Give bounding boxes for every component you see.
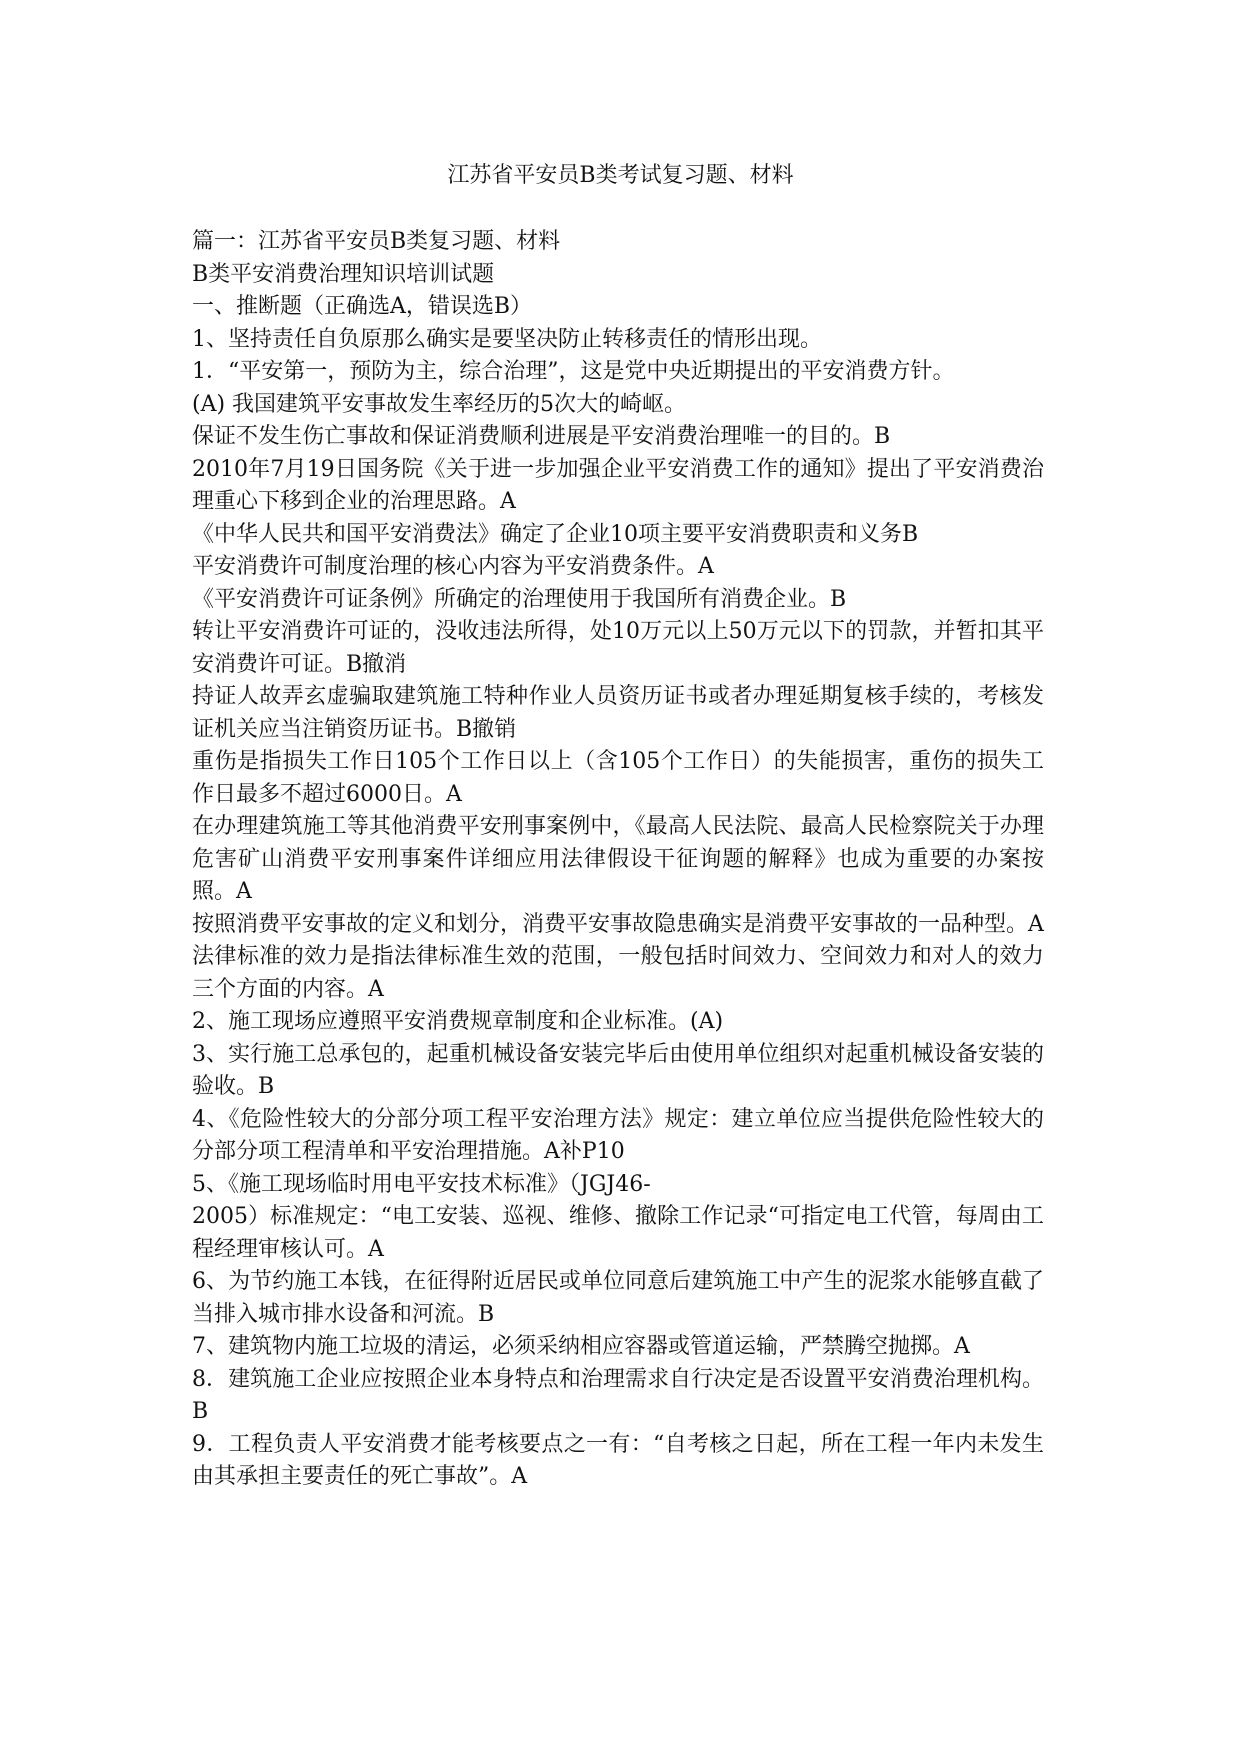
paragraph: 5、《施工现场临时用电平安技术标准》（JGJ46- — [192, 1171, 651, 1197]
paragraph: 2、施工现场应遵照平安消费规章制度和企业标准。(A) — [192, 1009, 724, 1034]
paragraph: 6、为节约施工本钱，在征得附近居民或单位同意后建筑施工中产生的泥浆水能够直截了当排入城市排水设备和河流。B — [192, 1269, 1044, 1327]
paragraph: 平安消费许可制度治理的核心内容为平安消费条件。A — [192, 554, 714, 579]
paragraph: 4、《危险性较大的分部分项工程平安治理方法》规定：建立单位应当提供危险性较大的分部分项工程清单和平安治理措施。A补P10 — [192, 1106, 1044, 1164]
paragraph: 保证不发生伤亡事故和保证消费顺利进展是平安消费治理唯一的目的。B — [192, 424, 891, 449]
paragraph: 按照消费平安事故的定义和划分，消费平安事故隐患确实是消费平安事故的一品种型。A — [192, 911, 1044, 937]
paragraph: 《中华人民共和国平安消费法》确定了企业10项主要平安消费职责和义务B — [192, 521, 919, 547]
paragraph: 1．“平安第一，预防为主，综合治理”，这是党中央近期提出的平安消费方针。 — [192, 359, 955, 384]
paragraph: 《平安消费许可证条例》所确定的治理使用于我国所有消费企业。B — [192, 586, 847, 612]
paragraph: 2010年7月19日国务院《关于进一步加强企业平安消费工作的通知》提出了平安消费治理重心下移到企业的治理思路。A — [192, 456, 1044, 514]
paragraph-subtitle: B类平安消费治理知识培训试题 — [192, 261, 495, 287]
paragraph: 8．建筑施工企业应按照企业本身特点和治理需求自行决定是否设置平安消费治理机构。B — [192, 1366, 1044, 1424]
paragraph: 在办理建筑施工等其他消费平安刑事案例中，《最高人民法院、最高人民检察院关于办理危害矿山消费平安刑事案件详细应用法律假设干征询题的解释》也成为重要的办案按照。A — [192, 814, 1044, 904]
paragraph: 3、实行施工总承包的，起重机械设备安装完毕后由使用单位组织对起重机械设备安装的验收。B — [192, 1041, 1044, 1099]
paragraph: 2005）标准规定：“电工安装、巡视、维修、撤除工作记录“可指定电工代管，每周由工程经理审核认可。A — [192, 1204, 1044, 1262]
paragraph-section-heading: 篇一：江苏省平安员B类复习题、材料 — [192, 229, 561, 254]
paragraph: 重伤是指损失工作日105个工作日以上（含105个工作日）的失能损害，重伤的损失工作日最多不超过6000日。A — [192, 749, 1044, 807]
paragraph: 法律标准的效力是指法律标准生效的范围，一般包括时间效力、空间效力和对人的效力三个方面的内容。A — [192, 944, 1044, 1002]
paragraph-part-heading: 一、推断题（正确选A，错误选B） — [192, 294, 533, 319]
document-title: 江苏省平安员B类考试复习题、材料 — [447, 163, 794, 188]
paragraph: 7、建筑物内施工垃圾的清运，必须采纳相应容器或管道运输，严禁腾空抛掷。A — [192, 1334, 970, 1359]
paragraph: 9．工程负责人平安消费才能考核要点之一有：“自考核之日起，所在工程一年内未发生由其承担主要责任的死亡事故”。A — [192, 1431, 1044, 1489]
paragraph: 持证人故弄玄虚骗取建筑施工特种作业人员资历证书或者办理延期复核手续的，考核发证机关应当注销资历证书。B撤销 — [192, 684, 1044, 742]
document-body — [192, 226, 1044, 1494]
paragraph: 转让平安消费许可证的，没收违法所得，处10万元以上50万元以下的罚款，并暂扣其平安消费许可证。B撤消 — [192, 619, 1044, 677]
paragraph: 1、坚持责任自负原那么确实是要坚决防止转移责任的情形出现。 — [192, 326, 822, 352]
paragraph: (A) 我国建筑平安事故发生率经历的5次大的崎岖。 — [192, 391, 687, 417]
